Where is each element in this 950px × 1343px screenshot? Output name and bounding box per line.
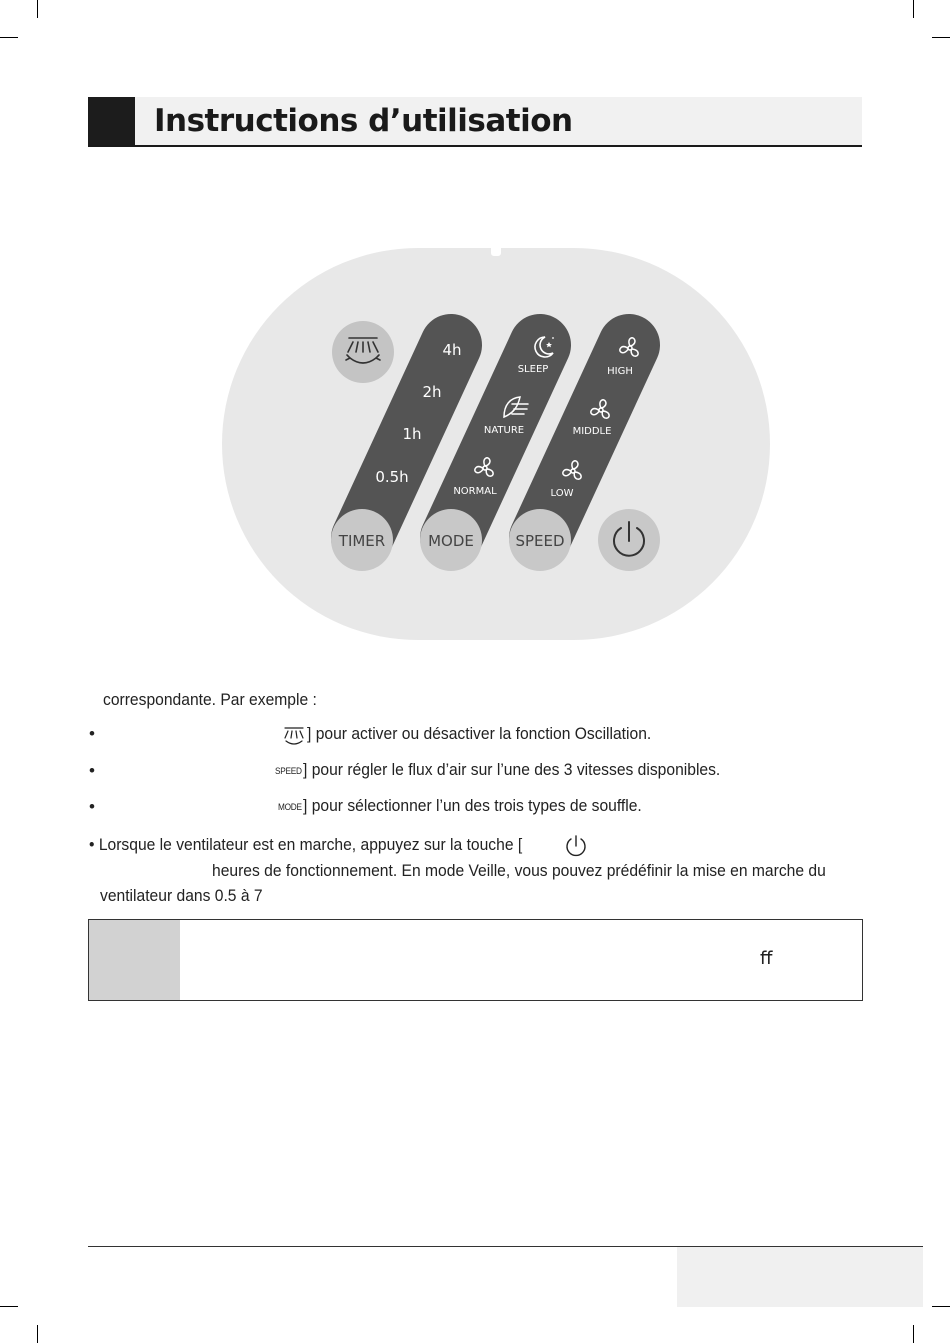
power-button[interactable]: [598, 509, 660, 571]
bullet-mode-text: ] pour sélectionner l’un des trois types de souffle.: [303, 796, 642, 815]
page-title: Instructions d’utilisation: [154, 103, 573, 139]
mode-button-label: MODE: [428, 532, 474, 550]
mode-step-nature: NATURE: [483, 425, 525, 436]
power-icon: [564, 833, 588, 857]
intro-text: correspondante. Par exemple :: [103, 690, 317, 709]
speed-button-label: SPEED: [515, 532, 565, 550]
note-box: [88, 919, 863, 1001]
timer-step-2h: 2h: [422, 383, 442, 401]
bullet: •: [89, 797, 95, 816]
crop-mark: [913, 1325, 914, 1343]
speed-step-high: HIGH: [607, 366, 633, 377]
speed-key-label: SPEED: [275, 766, 302, 776]
panel-notch: [491, 244, 501, 256]
crop-mark: [37, 1325, 38, 1343]
oscillation-icon: [282, 725, 306, 747]
bullet: •: [89, 724, 95, 743]
footer-page-box: [677, 1247, 923, 1307]
note-text-fragment: ﬀ: [760, 948, 773, 968]
note-label-block: [89, 920, 180, 1000]
speed-button[interactable]: [509, 509, 571, 571]
timer-button-label: TIMER: [338, 532, 386, 550]
bullet: •: [89, 761, 95, 780]
oscillation-button[interactable]: [332, 321, 394, 383]
power-instruction-line: • Lorsque le ventilateur est en marche, appuyez sur la touche [: [89, 835, 523, 854]
power-instruction-line-2: heures de fonctionnement. En mode Veille, vous pouvez prédéfinir la mise en marche du: [212, 861, 826, 880]
speed-step-low: LOW: [550, 488, 574, 499]
mode-button[interactable]: [420, 509, 482, 571]
crop-mark: [932, 1306, 950, 1307]
bullet-speed-text: ] pour régler le flux d’air sur l’une des 3 vitesses disponibles.: [303, 760, 721, 779]
timer-step-4h: 4h: [442, 341, 462, 359]
crop-mark: [0, 1306, 18, 1307]
timer-step-1h: 1h: [402, 425, 422, 443]
timer-step-0.5h: 0.5h: [375, 468, 409, 486]
mode-key-label: MODE: [278, 802, 302, 812]
speed-step-middle: MIDDLE: [572, 426, 612, 437]
mode-step-normal: NORMAL: [453, 486, 497, 497]
bullet-oscillation-text: ] pour activer ou désactiver la fonction Oscillation.: [307, 724, 652, 743]
mode-step-sleep: SLEEP: [517, 364, 549, 375]
power-instruction-line-3: ventilateur dans 0.5 à 7: [100, 886, 263, 905]
timer-button[interactable]: [331, 509, 393, 571]
